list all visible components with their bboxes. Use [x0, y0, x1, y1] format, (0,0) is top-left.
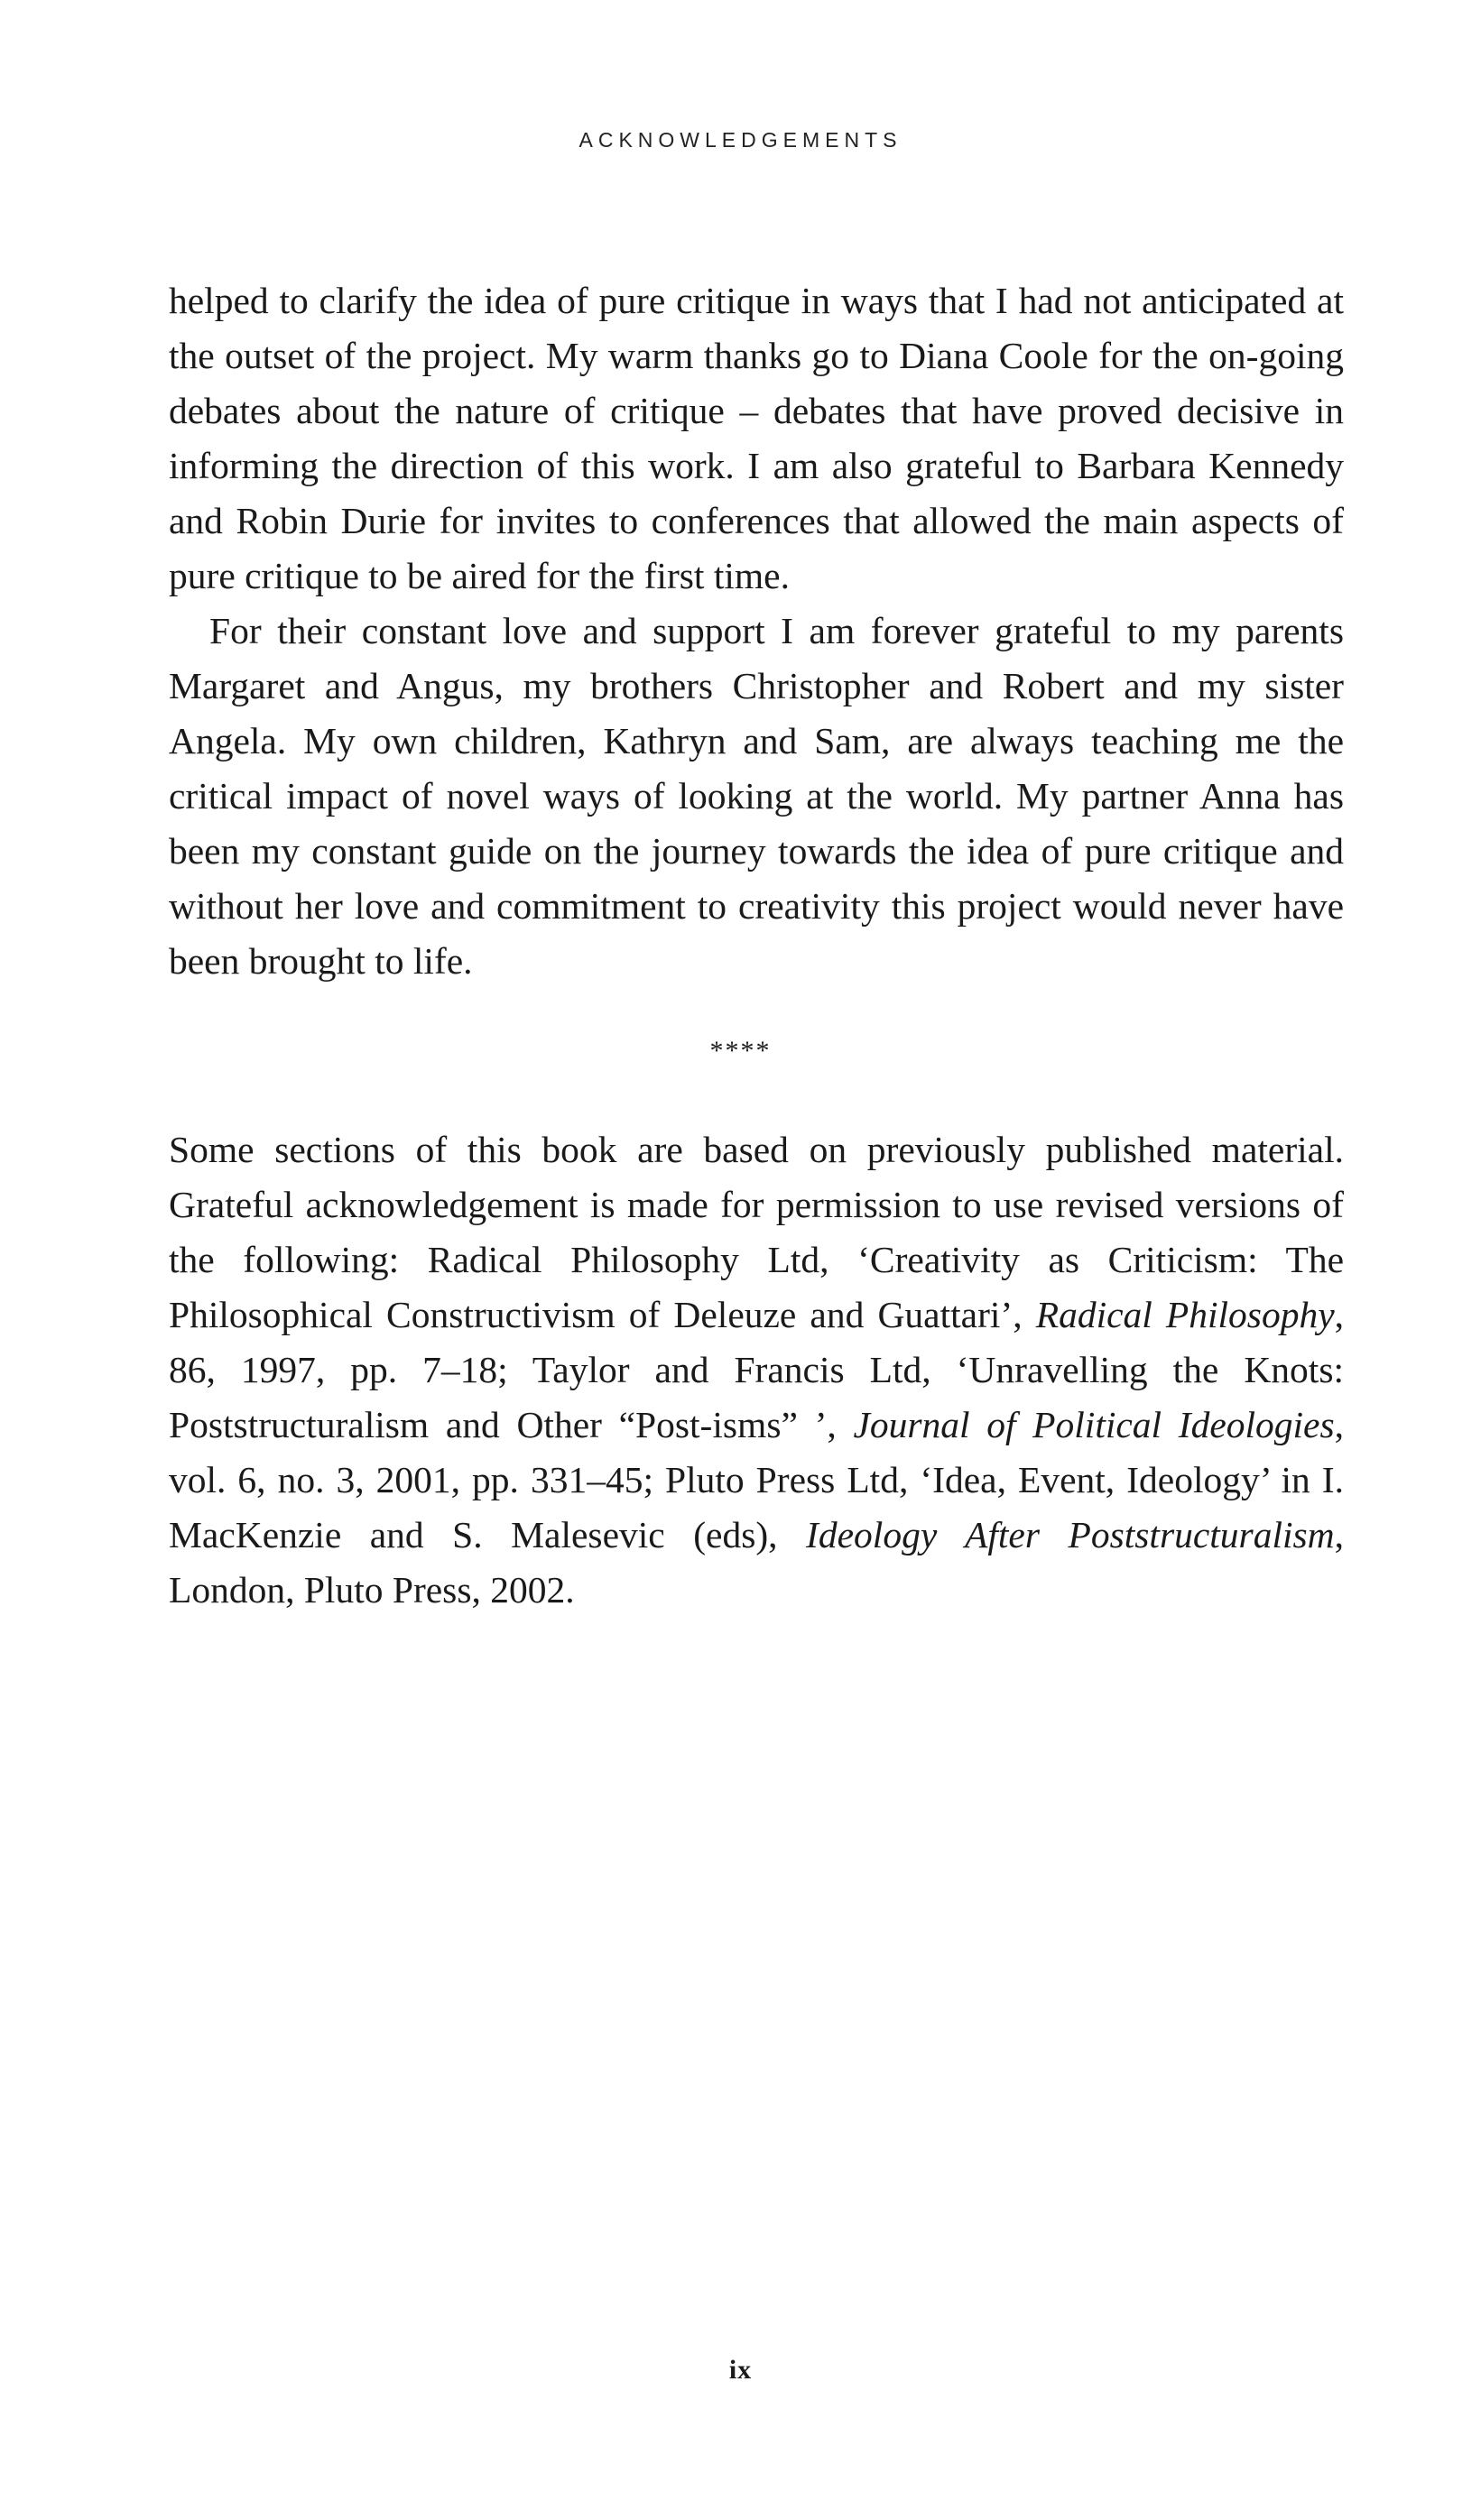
page-number: ix — [728, 2355, 753, 2385]
journal-title-political-ideologies: Journal of Political Ideologies — [853, 1404, 1335, 1445]
permissions-paragraph — [169, 1122, 1344, 1618]
journal-title-radical-philosophy: Radical Philosophy — [1035, 1294, 1335, 1335]
permissions-note — [169, 1122, 1344, 1618]
permissions-intro: Some sections of this book are based on previously published material. Grateful acknowledgement is made for permission to use revised versions of the following: Radical Philosophy Ltd, ‘Creativity as Criticism: The Philosophical Constructivism of Deleuze and Guattari’, — [169, 1129, 1344, 1335]
permissions-text-2: , 86, 1997, pp. 7–18; Taylor and Francis Ltd, ‘Unravelling the Knots: Poststructuralism and Other “Post-isms” ’, — [169, 1294, 1344, 1445]
book-title-ideology: Ideology After Poststructuralism — [806, 1514, 1335, 1555]
paragraph-family: For their constant love and support I am forever grateful to my parents Margaret and Angus, my brothers Christopher and Robert and my sister Angela. My own children, Kathryn and Sam, are always teaching me the critical impact of novel ways of looking at the world. My partner Anna has been my constant guide on the journey towards the idea of pure critique and without her love and commitment to creativity this project would never have been brought to life. — [169, 610, 1344, 982]
permissions-text-3: , vol. 6, no. 3, 2001, pp. 331–45; Pluto Press Ltd, ‘Idea, Event, Ideology’ in I. MacKenzie and S. Malesevic (eds), — [169, 1404, 1344, 1555]
permissions-text-4: , London, Pluto Press, 2002. — [169, 1514, 1344, 1611]
acknowledgements-body — [169, 273, 1344, 989]
paragraph-continued: helped to clarify the idea of pure critique in ways that I had not anticipated at the outset of the project. My warm thanks go to Diana Coole for the on-going debates about the nature of critique – debates that have proved decisive in informing the direction of this work. I am also grateful to Barbara Kennedy and Robin Durie for invites to conferences that allowed the main aspects of pure critique to be aired for the first time. — [169, 280, 1344, 596]
section-separator: **** — [709, 1036, 772, 1066]
running-head: ACKNOWLEDGEMENTS — [579, 128, 902, 152]
